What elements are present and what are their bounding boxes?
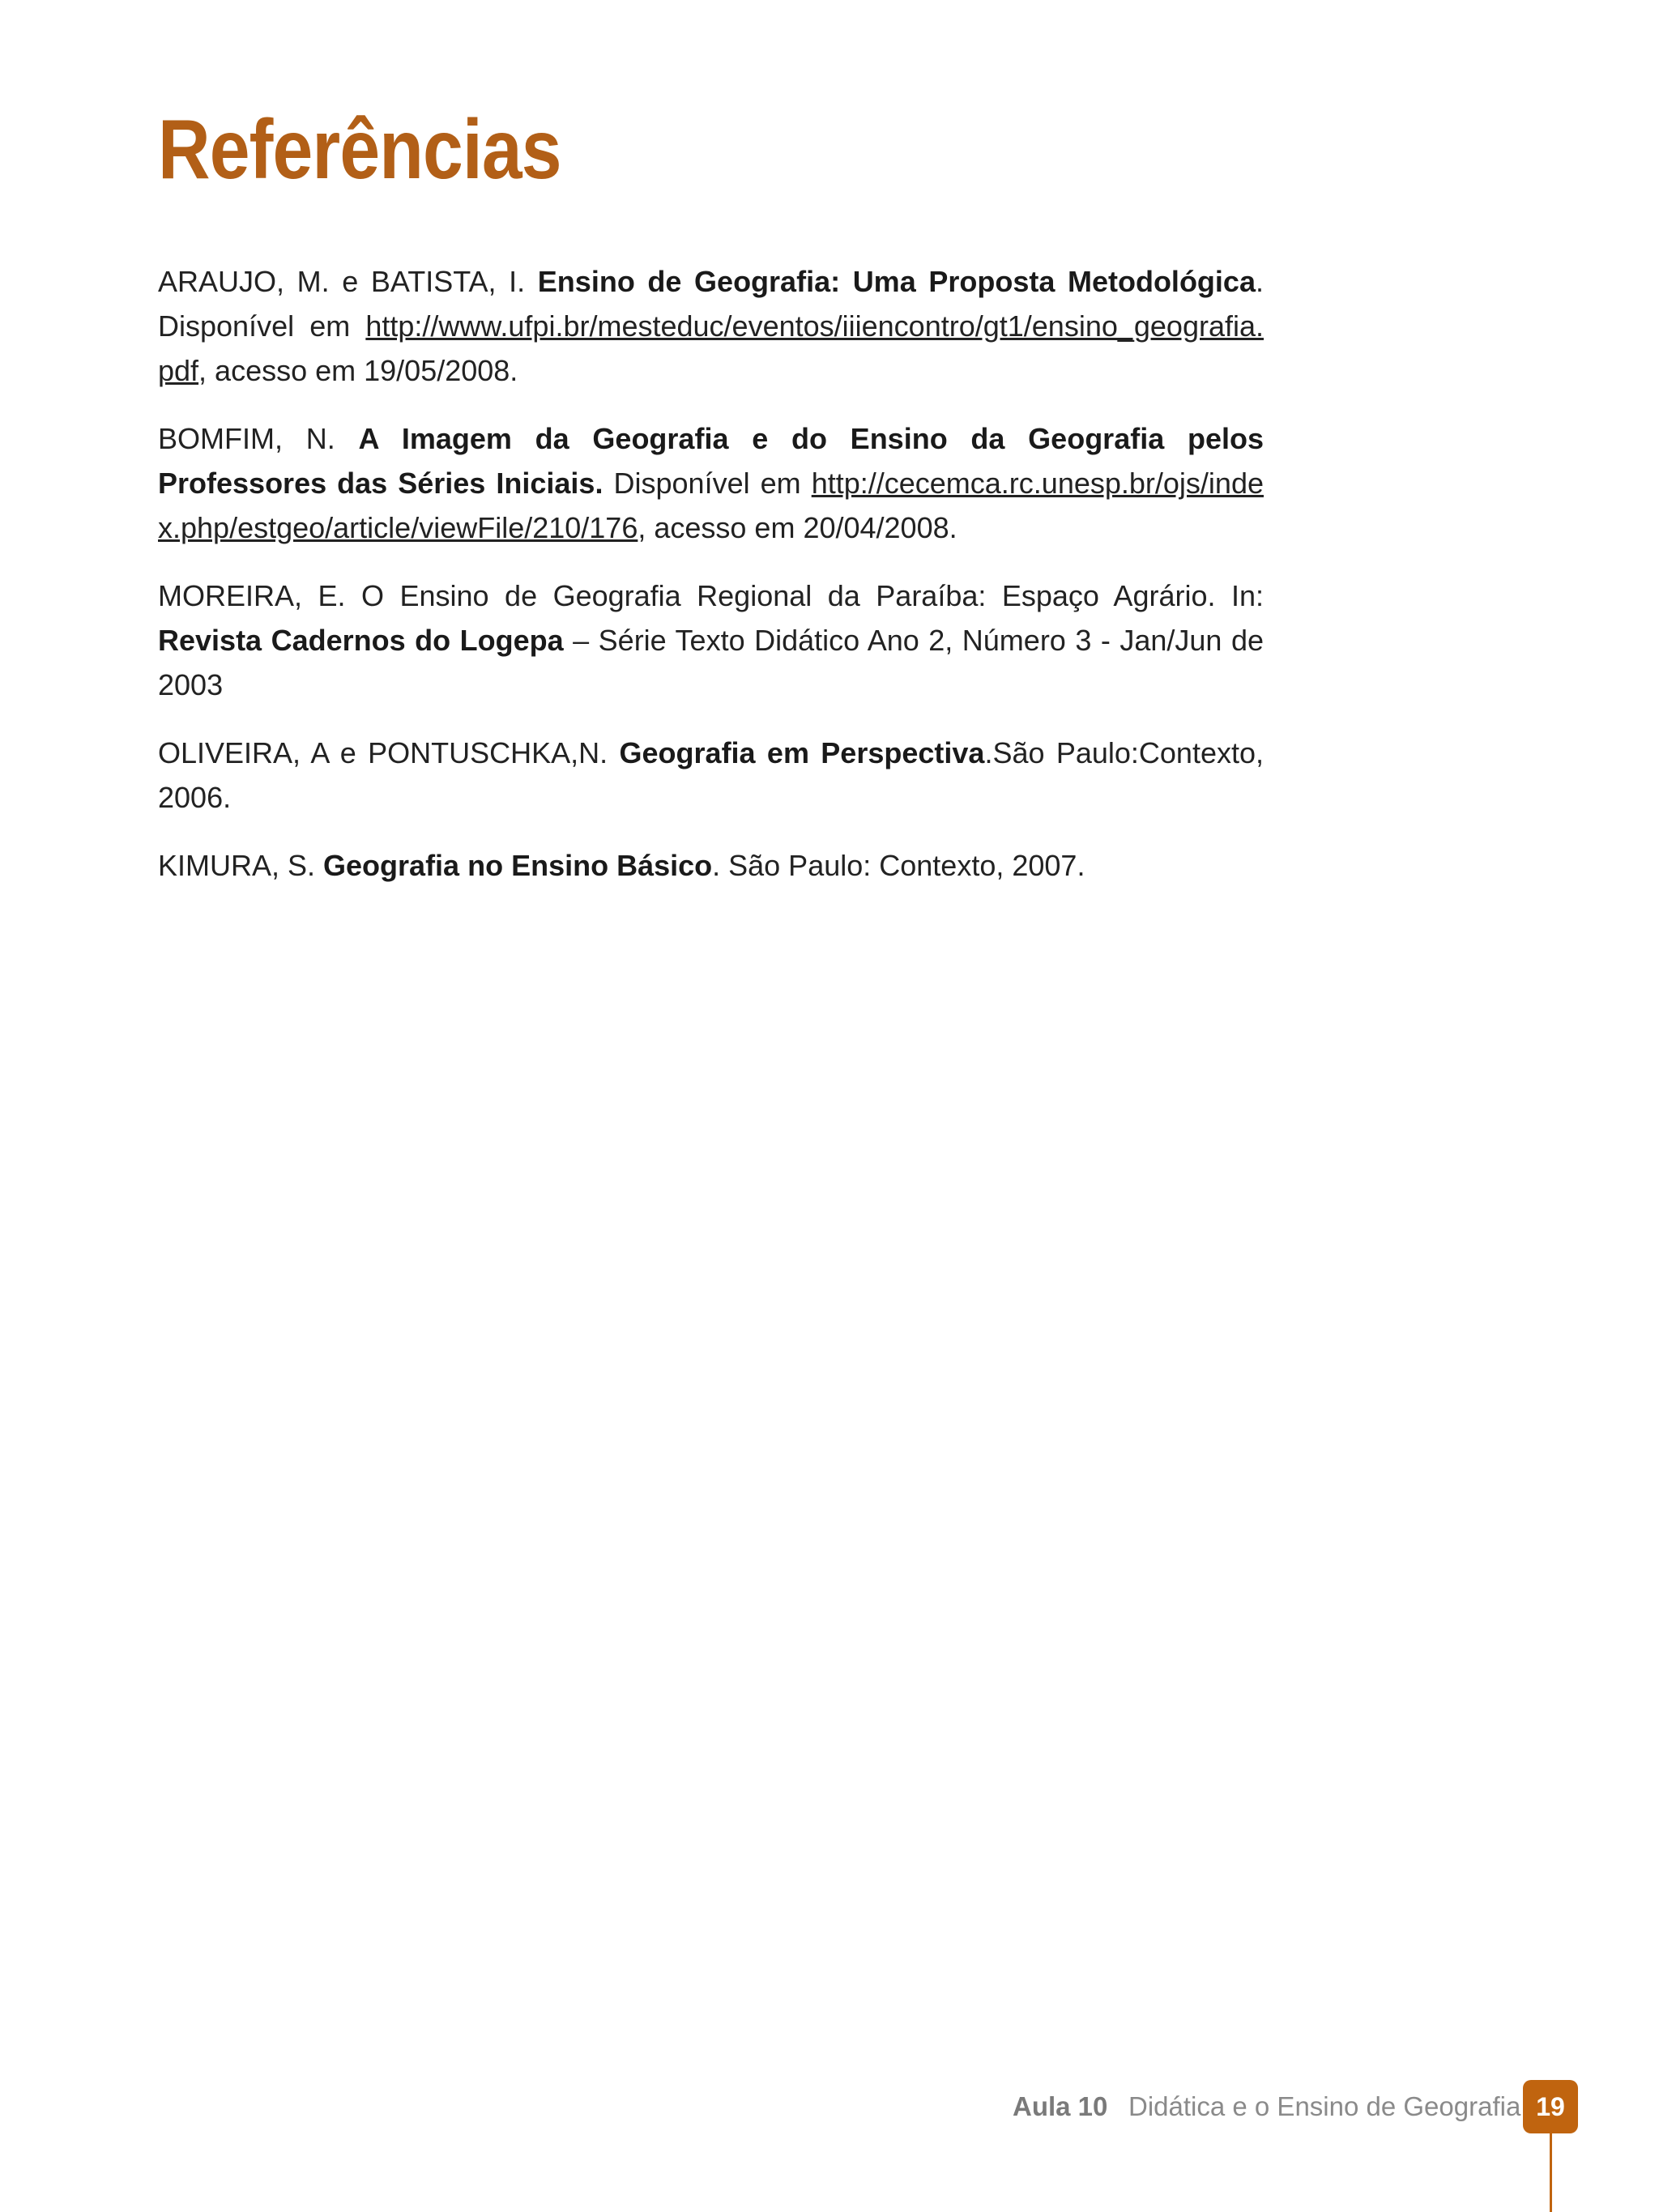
reference-item (158, 843, 1264, 888)
reference-access-date: , acesso em 20/04/2008. (638, 511, 957, 544)
reference-title: Ensino de Geografia: Uma Proposta Metodológica (537, 265, 1256, 298)
reference-authors: OLIVEIRA, A e PONTUSCHKA,N. (158, 736, 620, 769)
reference-access-date: , acesso em 19/05/2008. (198, 354, 518, 387)
reference-text: .São Paulo:Contexto, 2006. (158, 736, 1265, 814)
reference-item (158, 573, 1264, 707)
reference-authors: BOMFIM, N. (158, 422, 359, 455)
reference-text: . Disponível em (158, 265, 1264, 343)
reference-authors: KIMURA, S. (158, 849, 324, 882)
reference-authors: ARAUJO, M. e BATISTA, I. (158, 265, 538, 298)
reference-title: Geografia em Perspectiva (619, 736, 985, 769)
reference-title: A Imagem da Geografia e do Ensino da Geografia pelos Professores das Séries Iniciais. (158, 422, 1264, 500)
page-marker-line (1550, 2133, 1552, 2212)
reference-text: . São Paulo: Contexto, 2007. (712, 849, 1085, 882)
page-title: Referências (158, 103, 561, 197)
reference-link[interactable]: http://cecemca.rc.unesp.br/ojs/index.php/estgeo/article/viewFile/210/176 (158, 467, 1264, 544)
reference-item (158, 731, 1264, 820)
footer-course-title: Didática e o Ensino de Geografia (1128, 2091, 1521, 2121)
reference-list (158, 259, 1264, 911)
reference-item (158, 259, 1264, 393)
reference-link[interactable]: http://www.ufpi.br/mesteduc/eventos/iiiencontro/gt1/ensino_geografia.pdf (158, 309, 1264, 387)
reference-text: Disponível em (603, 467, 812, 500)
footer-lesson: Aula 10 (1013, 2091, 1108, 2121)
reference-title: Geografia no Ensino Básico (323, 849, 713, 882)
reference-authors: MOREIRA, E. O Ensino de Geografia Regional da Paraíba: Espaço Agrário. In: (158, 579, 1264, 612)
reference-item (158, 416, 1264, 550)
reference-text: – Série Texto Didático Ano 2, Número 3 - Jan/Jun de 2003 (158, 624, 1264, 701)
page-number-badge: 19 (1523, 2080, 1578, 2133)
reference-title: Revista Cadernos do Logepa (158, 624, 564, 657)
page-footer (0, 2080, 1659, 2212)
